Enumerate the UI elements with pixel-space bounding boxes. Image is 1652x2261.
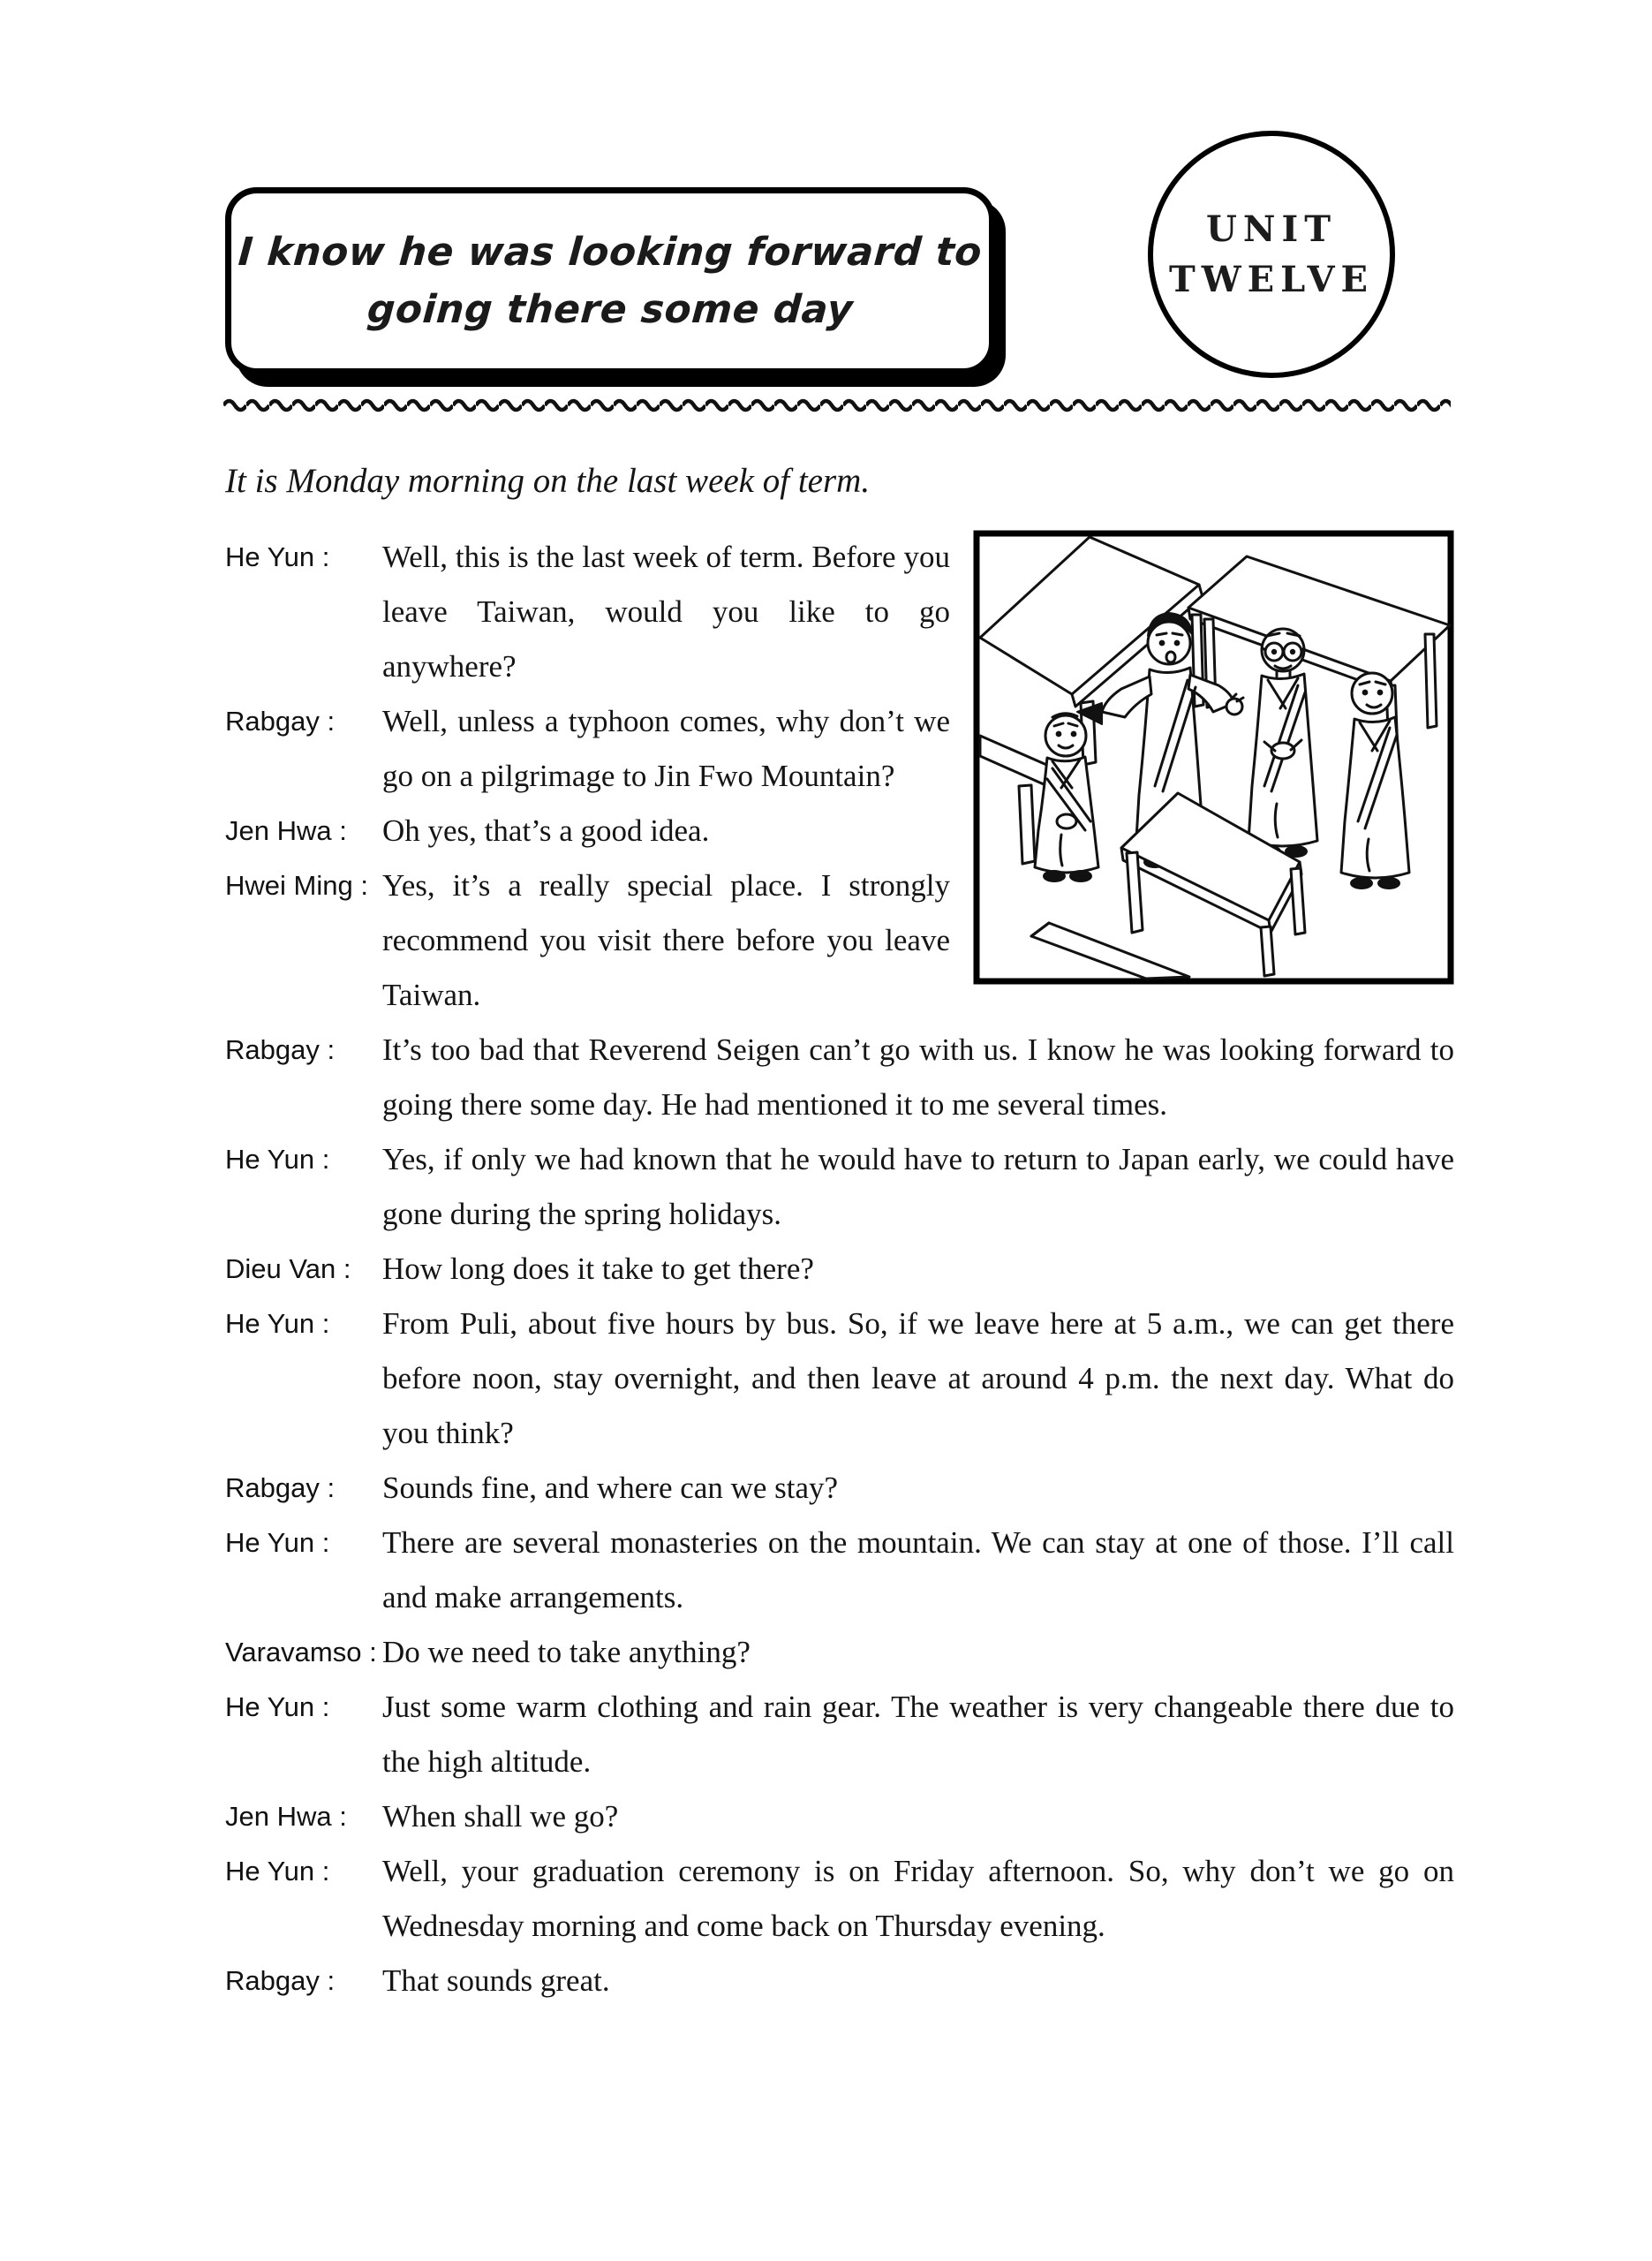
wavy-divider <box>223 396 1451 415</box>
speaker-name: Rabgay : <box>225 1034 336 1065</box>
speaker-line: Well, unless a typhoon comes, why don’t we go on a pilgrimage to Jin Fwo Mountain? <box>382 704 950 793</box>
speaker-line: Sounds fine, and where can we stay? <box>382 1471 839 1505</box>
dialogue-row <box>225 694 1454 804</box>
dialogue-rows <box>225 530 1454 2008</box>
dialogue-row <box>225 1789 1454 1844</box>
speaker-name: Jen Hwa : <box>225 815 347 846</box>
speaker-name: Hwei Ming : <box>225 870 368 901</box>
dialogue-row <box>225 1242 1454 1297</box>
speaker-line: Yes, it’s a really special place. I strongly recommend you visit there before you leave Taiwan. <box>382 868 950 1012</box>
speaker-name: He Yun : <box>225 1527 330 1558</box>
speaker-line: Just some warm clothing and rain gear. The weather is very changeable there due to the high altitude. <box>382 1690 1454 1779</box>
dialogue-row <box>225 1023 1454 1132</box>
unit-word: UNIT <box>1206 208 1337 250</box>
speaker-name: He Yun : <box>225 1308 330 1339</box>
dialogue-row <box>225 1516 1454 1625</box>
speaker-line: It’s too bad that Reverend Seigen can’t go with us. I know he was looking forward to going there some day. He had mentioned it to me several times. <box>382 1032 1454 1122</box>
speaker-name: He Yun : <box>225 1691 330 1722</box>
dialogue-row <box>225 804 1454 858</box>
speaker-line: There are several monasteries on the mountain. We can stay at one of those. I’ll call and make arrangements. <box>382 1525 1454 1614</box>
dialogue-row <box>225 1844 1454 1954</box>
speaker-name: Dieu Van : <box>225 1253 351 1284</box>
dialogue-row <box>225 1132 1454 1242</box>
speaker-line: Yes, if only we had known that he would have to return to Japan early, we could have gone during the spring holidays. <box>382 1142 1454 1231</box>
speaker-line: From Puli, about five hours by bus. So, if we leave here at 5 a.m., we can get there before noon, stay overnight, and then leave at around 4 p.m. the next day. What do you think? <box>382 1306 1454 1450</box>
dialogue-row <box>225 1625 1454 1680</box>
speaker-line: Well, this is the last week of term. Before you leave Taiwan, would you like to go anywhere? <box>382 540 950 684</box>
unit-title-line-1: I know he was looking forward to <box>237 230 984 275</box>
speaker-name: He Yun : <box>225 541 330 572</box>
speaker-name: Varavamso : <box>225 1637 377 1667</box>
speaker-name: Jen Hwa : <box>225 1801 347 1832</box>
unit-number-word: TWELVE <box>1168 259 1375 300</box>
unit-number-badge <box>1148 131 1395 378</box>
scene-intro-text: It is Monday morning on the last week of term. <box>225 462 871 500</box>
speaker-name: Rabgay : <box>225 1965 336 1996</box>
dialogue-row <box>225 1680 1454 1789</box>
unit-title-box <box>225 187 995 374</box>
speaker-name: Rabgay : <box>225 706 336 737</box>
speaker-name: He Yun : <box>225 1856 330 1887</box>
speaker-line: Well, your graduation ceremony is on Friday afternoon. So, why don’t we go on Wednesday morning and come back on Thursday evening. <box>382 1854 1454 1943</box>
dialogue-row <box>225 1461 1454 1516</box>
unit-title-line-2: going there some day <box>366 287 855 332</box>
dialogue-section <box>225 530 1454 2008</box>
speaker-line: Oh yes, that’s a good idea. <box>382 813 710 848</box>
speaker-name: He Yun : <box>225 1144 330 1175</box>
speaker-line: When shall we go? <box>382 1799 619 1834</box>
dialogue-row <box>225 1297 1454 1461</box>
dialogue-row <box>225 1954 1454 2008</box>
speaker-line: Do we need to take anything? <box>382 1635 751 1669</box>
dialogue-row <box>225 530 1454 694</box>
speaker-line: That sounds great. <box>382 1963 610 1998</box>
speaker-line: How long does it take to get there? <box>382 1251 814 1286</box>
speaker-name: Rabgay : <box>225 1472 336 1503</box>
dialogue-row <box>225 858 1454 1023</box>
